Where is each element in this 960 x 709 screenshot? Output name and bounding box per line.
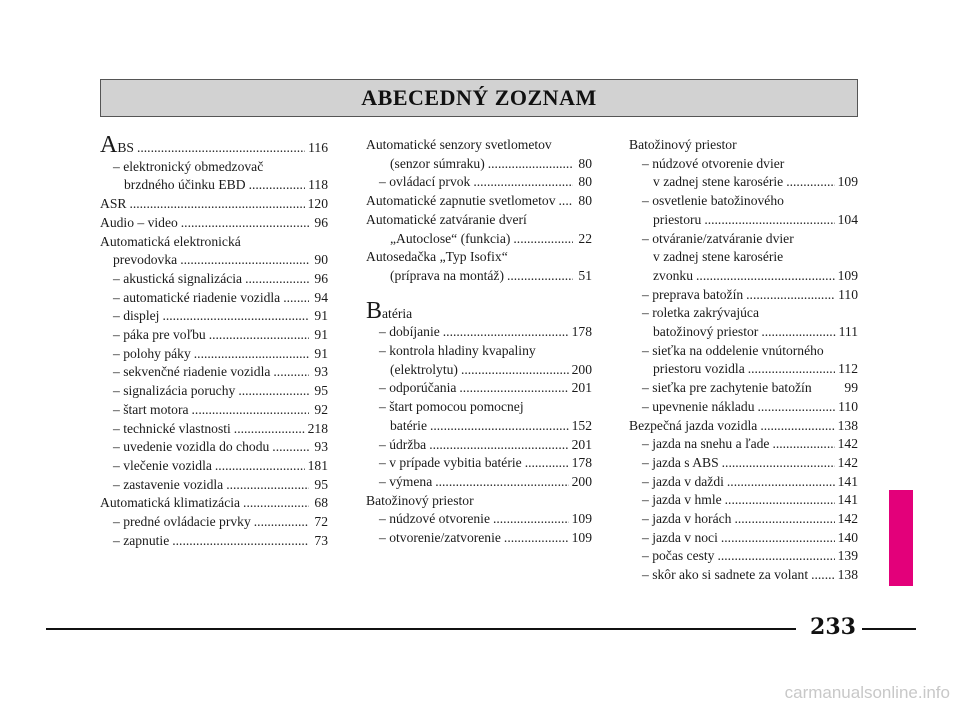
entry-text: – displej — [113, 308, 160, 324]
entry-text: – zapnutie — [113, 532, 170, 548]
index-entry — [100, 457, 328, 476]
index-entry — [629, 173, 858, 192]
entry-page-number: 140 — [837, 529, 858, 545]
entry-page-number: 95 — [314, 383, 328, 399]
entry-text: – vlečenie vozidla — [113, 457, 212, 473]
entry-page-number: 138 — [837, 417, 858, 433]
entry-page-number: 200 — [571, 361, 592, 377]
entry-text: (príprava na montáž) — [390, 267, 504, 283]
entry-text: Automatická elektronická — [100, 233, 241, 249]
index-entry — [100, 513, 328, 532]
index-entry — [100, 345, 328, 364]
index-title-box — [100, 79, 858, 117]
entry-text: – technické vlastnosti — [113, 420, 231, 436]
dot-leader — [559, 192, 573, 211]
entry-text: Automatické senzory svetlometov — [366, 137, 552, 152]
entry-page-number: 152 — [571, 417, 592, 433]
index-entry — [100, 176, 328, 195]
entry-page-number: 178 — [571, 324, 592, 340]
entry-page-number: 178 — [571, 455, 592, 471]
index-entry — [366, 155, 592, 174]
dot-leader — [194, 345, 309, 364]
index-entry — [100, 270, 328, 289]
index-entry — [100, 420, 328, 439]
entry-page-number: 120 — [307, 196, 328, 212]
entry-text: Autosedačka „Typ Isofix“ — [366, 249, 508, 265]
dot-leader — [721, 529, 835, 548]
index-entry — [100, 158, 328, 177]
entry-page-number: 109 — [571, 530, 592, 546]
entry-text: – núdzové otvorenie dvier — [642, 155, 785, 171]
entry-text: – páka pre voľbu — [113, 327, 206, 343]
entry-page-number: 109 — [571, 511, 592, 527]
entry-text: Bezpečná jazda vozidla — [629, 417, 758, 433]
section-initial: B — [366, 297, 383, 324]
index-entry — [366, 136, 592, 155]
dot-leader — [746, 286, 835, 305]
index-entry — [100, 382, 328, 401]
entry-text: – osvetlenie batožinového — [642, 193, 784, 209]
entry-text: (elektrolytu) — [390, 361, 458, 377]
entry-page-number: 95 — [314, 476, 328, 492]
dot-leader — [245, 270, 309, 289]
entry-page-number: 80 — [578, 174, 592, 190]
dot-leader — [172, 532, 309, 551]
dot-leader — [525, 454, 569, 473]
dot-leader — [727, 473, 835, 492]
dot-leader — [786, 173, 834, 192]
entry-page-number: 73 — [314, 532, 328, 548]
entry-page-number: 72 — [314, 514, 328, 530]
section-heading-rest: BS — [117, 140, 134, 155]
index-entry — [629, 566, 858, 585]
dot-leader — [493, 510, 569, 529]
watermark: carmanualsonline.info — [784, 683, 950, 702]
index-entry — [100, 214, 328, 233]
index-entry — [629, 360, 858, 379]
entry-page-number: 116 — [308, 140, 328, 155]
entry-text: – sekvenčné riadenie vozidla — [113, 364, 271, 380]
entry-text: – sieťka pre zachytenie batožín — [642, 380, 812, 396]
index-entry — [100, 326, 328, 345]
index-entry — [629, 454, 858, 473]
entry-text: – dobíjanie — [379, 324, 440, 340]
entry-page-number: 218 — [307, 420, 328, 436]
entry-page-number: 110 — [838, 286, 858, 302]
dot-leader — [226, 476, 309, 495]
section-heading-rest: atéria — [382, 305, 413, 321]
dot-leader — [473, 173, 573, 192]
index-column-2 — [366, 136, 592, 548]
dot-leader — [461, 361, 569, 380]
entry-text: ASR — [100, 196, 127, 212]
entry-page-number: 80 — [578, 155, 592, 171]
entry-text: – štart motora — [113, 401, 189, 417]
index-entry — [100, 494, 328, 513]
dot-leader — [811, 566, 835, 585]
entry-page-number: 201 — [571, 380, 592, 396]
entry-text: – v prípade vybitia batérie — [379, 455, 522, 471]
entry-page-number: 142 — [837, 511, 858, 527]
entry-text: – preprava batožín — [642, 286, 744, 302]
footer-rule-right — [862, 628, 916, 630]
entry-page-number: 110 — [838, 398, 858, 414]
entry-page-number: 181 — [307, 457, 328, 473]
index-entry — [100, 195, 328, 214]
index-section-heading — [366, 297, 592, 324]
entry-page-number: 139 — [837, 548, 858, 564]
entry-text: – elektronický obmedzovač — [113, 158, 264, 174]
index-entry — [366, 267, 592, 286]
dot-leader — [722, 454, 835, 473]
index-section-heading — [100, 132, 328, 158]
entry-page-number: 99 — [844, 380, 858, 396]
index-entry — [366, 248, 592, 267]
entry-text: Automatická klimatizácia — [100, 495, 241, 511]
entry-page-number: 91 — [314, 345, 328, 361]
entry-page-number: 92 — [314, 401, 328, 417]
index-entry — [100, 401, 328, 420]
entry-text: – údržba — [379, 436, 427, 452]
page-number: 233 — [810, 614, 856, 640]
index-entry — [629, 398, 858, 417]
index-entry — [366, 492, 592, 511]
entry-page-number: 109 — [837, 267, 858, 283]
index-entry — [100, 532, 328, 551]
index-entry — [629, 473, 858, 492]
dot-leader — [488, 155, 573, 174]
entry-page-number: 141 — [837, 492, 858, 508]
entry-page-number: 141 — [837, 473, 858, 489]
index-entry — [366, 473, 592, 492]
entry-text: (senzor súmraku) — [390, 155, 485, 171]
index-entry — [629, 435, 858, 454]
index-entry — [366, 192, 592, 211]
dot-leader — [760, 417, 834, 436]
dot-leader — [180, 251, 309, 270]
entry-text: – signalizácia poruchy — [113, 383, 236, 399]
index-entry — [629, 342, 858, 361]
entry-page-number: 93 — [314, 439, 328, 455]
entry-text: – predné ovládacie prvky — [113, 514, 251, 530]
section-heading-text — [366, 297, 413, 324]
dot-leader — [273, 363, 309, 382]
index-entry — [629, 491, 858, 510]
entry-text: – jazda v daždi — [642, 473, 724, 489]
entry-page-number: 93 — [314, 364, 328, 380]
entry-text: – počas cesty — [642, 548, 715, 564]
entry-page-number: 138 — [837, 567, 858, 583]
entry-text: – jazda v hmle — [642, 492, 722, 508]
dot-leader — [129, 195, 304, 214]
dot-leader — [162, 307, 309, 326]
index-entry — [629, 529, 858, 548]
dot-leader — [758, 398, 836, 417]
dot-leader — [761, 323, 835, 342]
index-entry — [629, 286, 858, 305]
dot-leader — [717, 547, 834, 566]
index-entry — [100, 307, 328, 326]
entry-page-number: 91 — [314, 308, 328, 324]
entry-text: prevodovka — [113, 252, 178, 268]
entry-text: – výmena — [379, 473, 433, 489]
footer-rule-left — [46, 628, 796, 630]
entry-text: v zadnej stene karosérie — [653, 249, 784, 265]
index-entry — [629, 267, 858, 286]
dot-leader — [272, 438, 309, 457]
entry-text: priestoru — [653, 211, 702, 227]
index-entry — [366, 398, 592, 417]
dot-leader — [725, 491, 835, 510]
dot-leader — [209, 326, 309, 345]
entry-text: – odporúčania — [379, 380, 457, 396]
entry-page-number: 96 — [314, 270, 328, 286]
entry-text: – jazda v horách — [642, 511, 732, 527]
entry-page-number: 200 — [571, 473, 592, 489]
index-entry — [629, 211, 858, 230]
entry-page-number: 91 — [314, 327, 328, 343]
entry-text: „Autoclose“ (funkcia) — [390, 230, 511, 246]
dot-leader — [443, 323, 569, 342]
index-entry — [629, 417, 858, 436]
index-entry — [629, 510, 858, 529]
index-entry — [366, 211, 592, 230]
entry-text: – štart pomocou pomocnej — [379, 399, 524, 415]
index-column-1 — [100, 132, 328, 550]
index-entry — [366, 173, 592, 192]
dot-leader — [513, 230, 573, 249]
entry-page-number: 90 — [314, 252, 328, 268]
entry-text: batérie — [390, 417, 427, 433]
entry-text: Automatické zapnutie svetlometov — [366, 193, 556, 209]
dot-leader — [430, 417, 569, 436]
entry-page-number: 112 — [838, 361, 858, 377]
index-entry — [629, 547, 858, 566]
index-entry — [629, 136, 858, 155]
index-entry — [366, 436, 592, 455]
index-entry — [100, 289, 328, 308]
index-entry — [100, 476, 328, 495]
entry-text: v zadnej stene karosérie — [653, 174, 784, 190]
entry-text: – polohy páky — [113, 345, 191, 361]
entry-text: – automatické riadenie vozidla — [113, 289, 281, 305]
index-entry — [100, 363, 328, 382]
index-entry — [629, 304, 858, 323]
entry-text: – núdzové otvorenie — [379, 511, 490, 527]
index-entry — [100, 251, 328, 270]
entry-text: – ovládací prvok — [379, 174, 471, 190]
entry-page-number: 94 — [314, 289, 328, 305]
index-entry — [366, 417, 592, 436]
entry-page-number: 104 — [837, 211, 858, 227]
chapter-tab-marker — [889, 490, 913, 586]
entry-text: brzdného účinku EBD — [124, 177, 246, 193]
entry-text: – roletka zakrývajúca — [642, 305, 759, 321]
index-entry — [629, 155, 858, 174]
index-entry — [100, 233, 328, 252]
dot-leader — [459, 379, 568, 398]
index-entry — [366, 230, 592, 249]
dot-leader — [696, 267, 835, 286]
index-entry — [100, 438, 328, 457]
entry-page-number: 111 — [838, 324, 858, 340]
dot-leader — [137, 139, 305, 158]
dot-leader — [238, 382, 309, 401]
entry-page-number: 68 — [314, 495, 328, 511]
index-entry — [629, 248, 858, 267]
entry-text: Batožinový priestor — [629, 137, 737, 152]
dot-leader — [181, 214, 309, 233]
entry-page-number: 142 — [837, 454, 858, 470]
entry-text: batožinový priestor — [653, 324, 759, 340]
entry-text: – sieťka na oddelenie vnútorného — [642, 342, 824, 358]
dot-leader — [243, 494, 309, 513]
dot-leader — [249, 176, 306, 195]
entry-text: Automatické zatváranie dverí — [366, 211, 527, 227]
entry-page-number: 109 — [837, 174, 858, 190]
entry-text: – uvedenie vozidla do chodu — [113, 439, 270, 455]
index-entry — [366, 379, 592, 398]
entry-text: – otvorenie/zatvorenie — [379, 530, 501, 546]
entry-page-number: 51 — [578, 267, 592, 283]
dot-leader — [748, 360, 835, 379]
entry-page-number: 96 — [314, 214, 328, 230]
entry-text: – zastavenie vozidla — [113, 476, 224, 492]
dot-leader — [254, 513, 309, 532]
index-entry — [366, 323, 592, 342]
entry-page-number: 22 — [578, 230, 592, 246]
index-entry — [629, 192, 858, 211]
section-initial: A — [100, 132, 118, 158]
dot-leader — [504, 529, 569, 548]
entry-text: – otváranie/zatváranie dvier — [642, 230, 794, 246]
index-entry — [366, 361, 592, 380]
index-column-3 — [629, 136, 858, 585]
dot-leader — [772, 435, 834, 454]
index-title: ABECEDNÝ ZOZNAM — [361, 85, 597, 110]
entry-text: – skôr ako si sadnete za volant — [642, 567, 809, 583]
dot-leader — [704, 211, 834, 230]
index-entry — [629, 379, 858, 398]
entry-text: – jazda v noci — [642, 529, 718, 545]
dot-leader — [429, 436, 568, 455]
entry-text: – akustická signalizácia — [113, 270, 243, 286]
entry-text: – upevnenie nákladu — [642, 398, 755, 414]
index-entry — [366, 454, 592, 473]
index-entry — [366, 342, 592, 361]
dot-leader — [435, 473, 568, 492]
dot-leader — [283, 289, 309, 308]
dot-leader — [215, 457, 305, 476]
index-entry — [366, 510, 592, 529]
entry-text: priestoru vozidla — [653, 361, 745, 377]
dot-leader — [734, 510, 834, 529]
index-entry — [629, 230, 858, 249]
dot-leader — [507, 267, 573, 286]
entry-page-number: 201 — [571, 436, 592, 452]
entry-text: – jazda na snehu a ľade — [642, 436, 770, 452]
entry-text: Audio – video — [100, 214, 178, 230]
entry-page-number: 80 — [578, 193, 592, 209]
dot-leader — [192, 401, 309, 420]
entry-text: – kontrola hladiny kvapaliny — [379, 343, 536, 359]
entry-text: Batožinový priestor — [366, 492, 474, 508]
entry-text: zvonku — [653, 267, 694, 283]
entry-page-number: 142 — [837, 436, 858, 452]
index-entry — [366, 529, 592, 548]
dot-leader — [234, 420, 305, 439]
section-heading-text — [100, 132, 134, 158]
entry-text: – jazda s ABS — [642, 454, 719, 470]
entry-page-number: 118 — [308, 177, 328, 193]
index-entry — [629, 323, 858, 342]
